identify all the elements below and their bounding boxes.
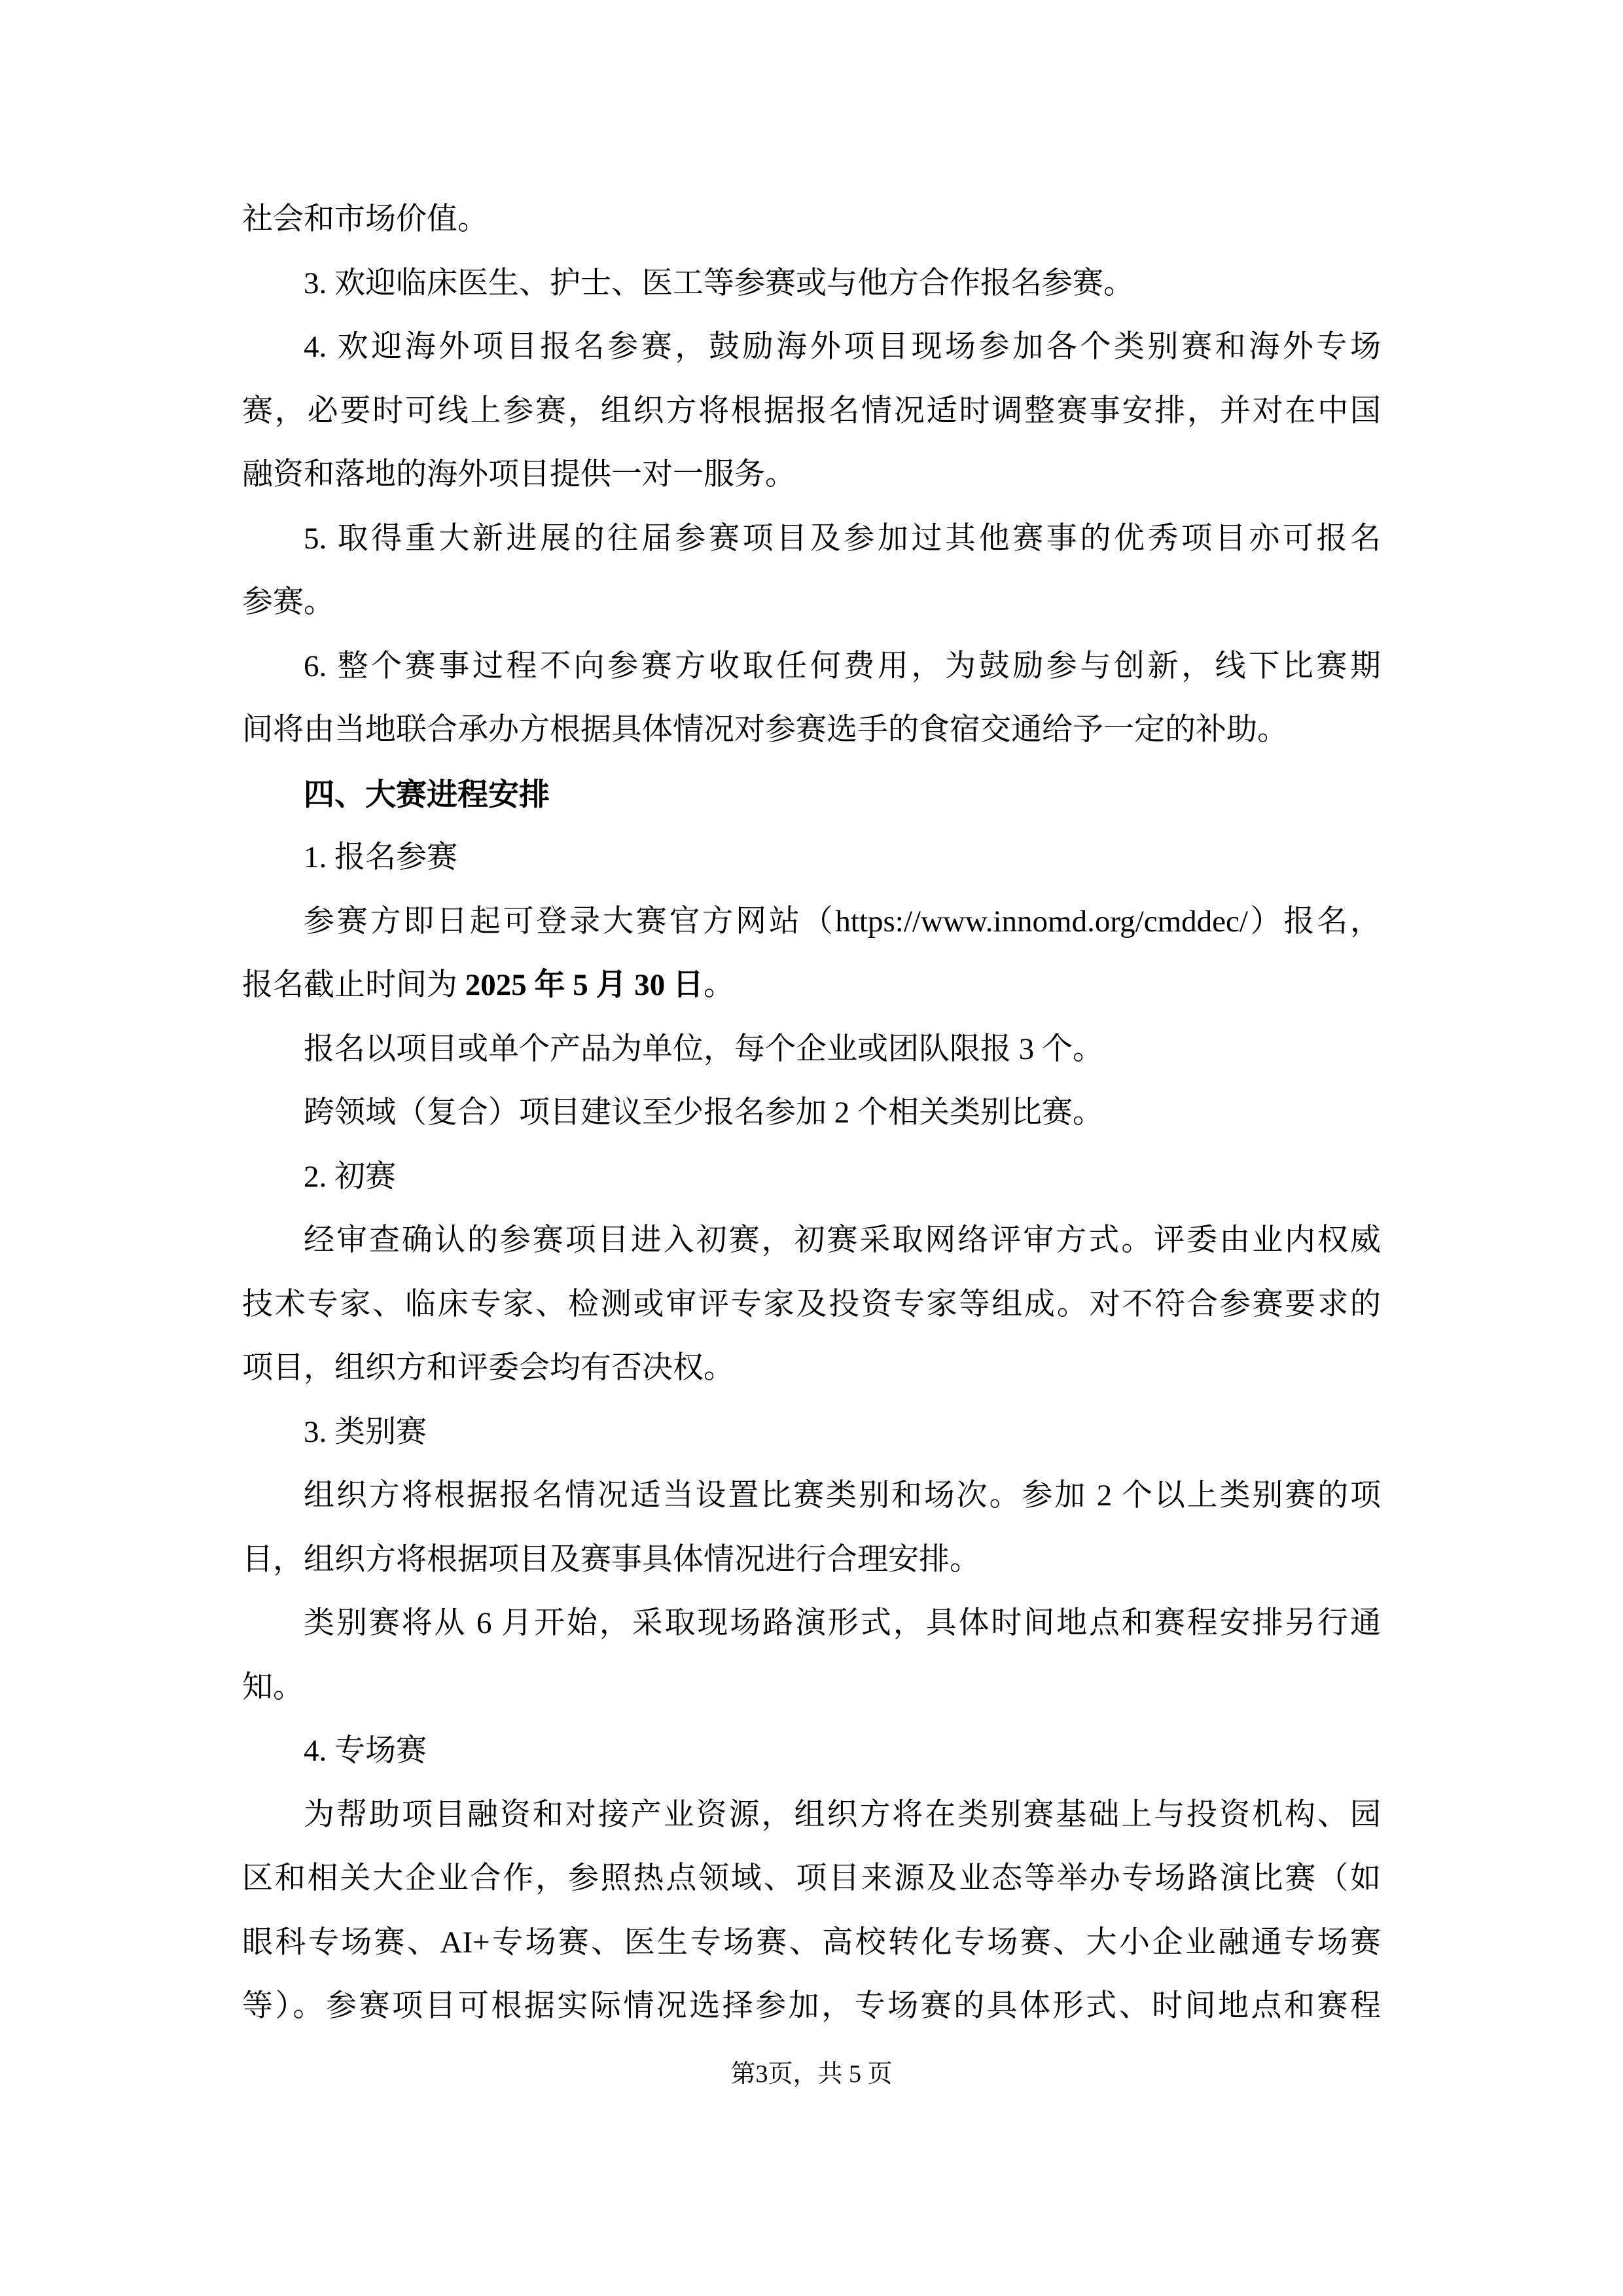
page-footer: 第3页，共 5 页 [730,2060,893,2088]
text-line: 社会和市场价值。 [242,202,488,236]
text-line: 1. 报名参赛 [304,840,457,874]
text-line: 6. 整个赛事过程不向参赛方收取任何费用，为鼓励参与创新，线下比赛期 [304,649,1381,683]
text-line: 间将由当地联合承办方根据具体情况对参赛选手的食宿交通给予一定的补助。 [242,713,1288,747]
text-line: 4. 专场赛 [304,1734,427,1768]
text-line: 等）。参赛项目可根据实际情况选择参加，专场赛的具体形式、时间地点和赛程 [242,1989,1381,2023]
text-line: 5. 取得重大新进展的往届参赛项目及参加过其他赛事的优秀项目亦可报名 [304,521,1381,556]
text-line: 类别赛将从 6 月开始，采取现场路演形式，具体时间地点和赛程安排另行通 [304,1606,1381,1640]
text-line: 技术专家、临床专家、检测或审评专家及投资专家等组成。对不符合参赛要求的 [242,1287,1381,1321]
text-line: 参赛。 [242,585,334,619]
section-heading: 四、大赛进程安排 [304,776,550,812]
text-line: 参赛方即日起可登录大赛官方网站（https://www.innomd.org/cmddec/）报名， [304,904,1381,939]
text-line: 经审查确认的参赛项目进入初赛，初赛采取网络评审方式。评委由业内权威 [304,1223,1381,1257]
text-line: 区和相关大企业合作，参照热点领域、项目来源及业态等举办专场路演比赛（如 [242,1861,1381,1895]
deadline-date-bold: 2025 年 5 月 30 日 [465,968,704,1002]
text-line: 4. 欢迎海外项目报名参赛，鼓励海外项目现场参加各个类别赛和海外专场 [304,330,1381,364]
text-line [242,954,1381,1018]
text-line: 3. 类别赛 [304,1414,427,1449]
text-segment: 报名截止时间为 [242,968,465,1002]
text-line: 融资和落地的海外项目提供一对一服务。 [242,457,796,492]
text-line: 赛，必要时可线上参赛，组织方将根据报名情况适时调整赛事安排，并对在中国 [242,393,1381,428]
text-line: 为帮助项目融资和对接产业资源，组织方将在类别赛基础上与投资机构、园 [304,1797,1381,1832]
text-line: 报名以项目或单个产品为单位，每个企业或团队限报 3 个。 [304,1031,1103,1066]
text-line: 项目，组织方和评委会均有否决权。 [242,1351,734,1385]
text-line: 知。 [242,1670,304,1704]
text-segment: 。 [704,968,734,1002]
text-body [242,188,1381,2039]
text-line: 目，组织方将根据项目及赛事具体情况进行合理安排。 [242,1542,980,1577]
text-line: 跨领域（复合）项目建议至少报名参加 2 个相关类别比赛。 [304,1096,1103,1130]
text-line: 3. 欢迎临床医生、护士、医工等参赛或与他方合作报名参赛。 [304,266,1134,300]
text-line: 组织方将根据报名情况适当设置比赛类别和场次。参加 2 个以上类别赛的项 [304,1479,1381,1513]
text-line: 眼科专场赛、AI+专场赛、医生专场赛、高校转化专场赛、大小企业融通专场赛 [242,1925,1381,1960]
text-line: 2. 初赛 [304,1159,396,1194]
